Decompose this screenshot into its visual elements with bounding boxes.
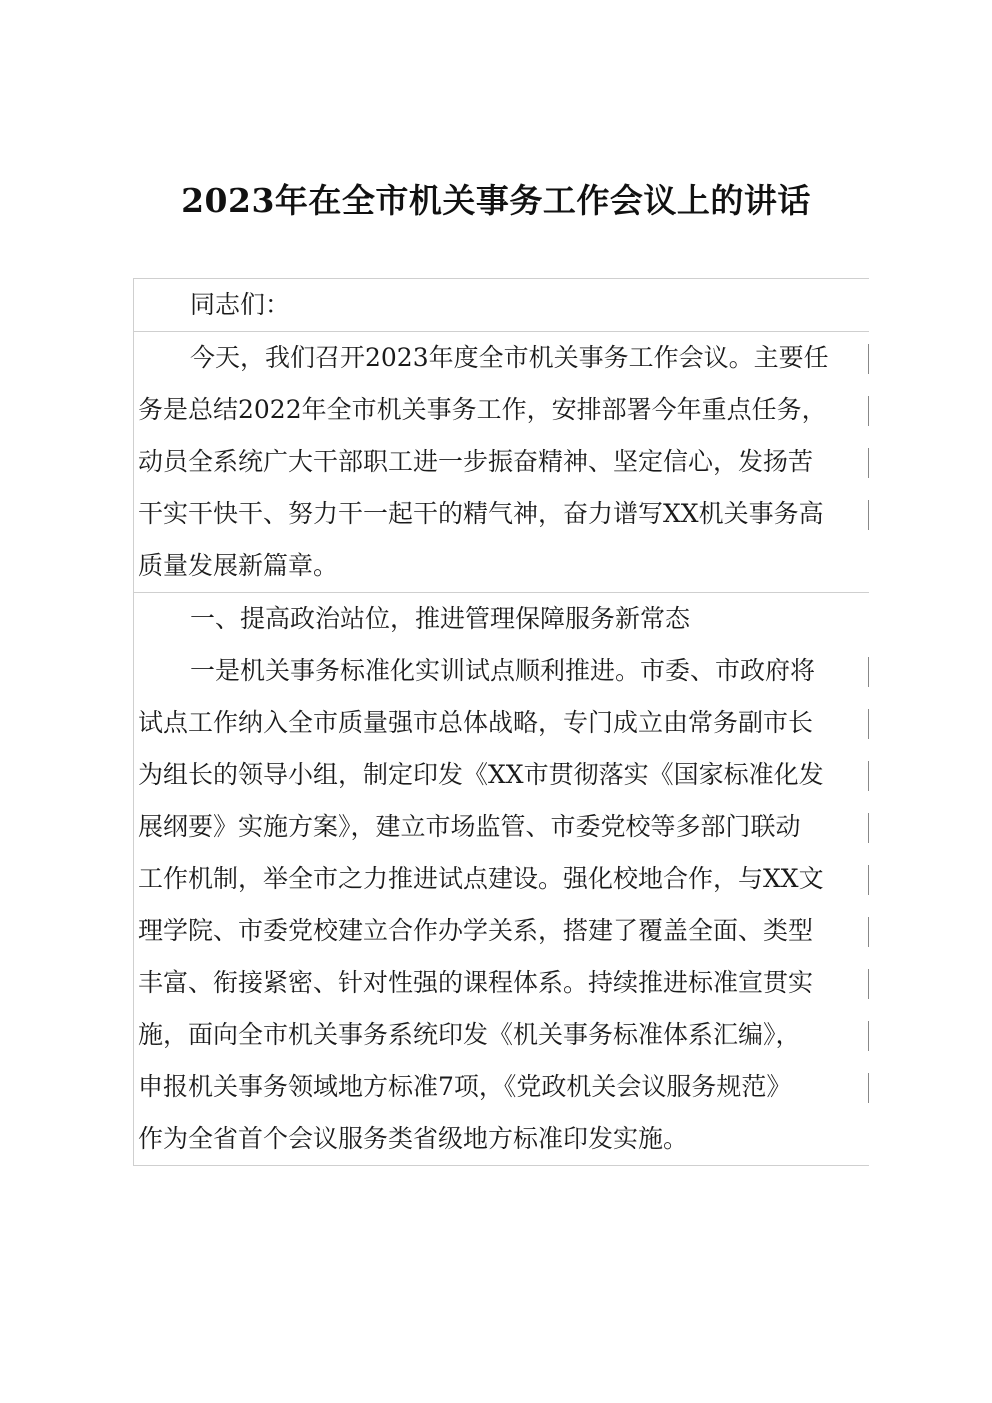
section-one <box>133 592 869 1166</box>
text-line: 申报机关事务领域地方标准7项，《党政机关会议服务规范》 <box>134 1061 869 1113</box>
greeting-block <box>133 278 869 331</box>
text-line: 展纲要》实施方案》，建立市场监管、市委党校等多部门联动 <box>134 801 869 853</box>
text-line: 今天，我们召开2023年度全市机关事务工作会议。主要任 <box>134 332 869 384</box>
document-title: 2023年在全市机关事务工作会议上的讲话 <box>181 181 811 220</box>
text-line: 理学院、市委党校建立合作办学关系，搭建了覆盖全面、类型 <box>134 905 869 957</box>
text-line: 作为全省首个会议服务类省级地方标准印发实施。 <box>138 1124 689 1153</box>
text-line: 动员全系统广大干部职工进一步振奋精神、坚定信心，发扬苦 <box>134 436 869 488</box>
text-line: 为组长的领导小组，制定印发《XX市贯彻落实《国家标准化发 <box>134 749 869 801</box>
text-line: 质量发展新篇章。 <box>138 551 339 580</box>
document-body <box>133 278 869 1166</box>
section-heading: 一、提高政治站位，推进管理保障服务新常态 <box>190 604 691 633</box>
text-line: 一是机关事务标准化实训试点顺利推进。市委、市政府将 <box>134 645 869 697</box>
text-line: 干实干快干、努力干一起干的精气神，奋力谱写XX机关事务高 <box>134 488 869 540</box>
greeting-line: 同志们： <box>190 290 291 319</box>
text-line: 试点工作纳入全市质量强市总体战略，专门成立由常务副市长 <box>134 697 869 749</box>
paragraph-intro <box>133 331 869 592</box>
text-line: 工作机制，举全市之力推进试点建设。强化校地合作，与XX文 <box>134 853 869 905</box>
text-line: 务是总结2022年全市机关事务工作，安排部署今年重点任务， <box>134 384 869 436</box>
text-line: 丰富、衔接紧密、针对性强的课程体系。持续推进标准宣贯实 <box>134 957 869 1009</box>
text-line: 施，面向全市机关事务系统印发《机关事务标准体系汇编》， <box>134 1009 869 1061</box>
